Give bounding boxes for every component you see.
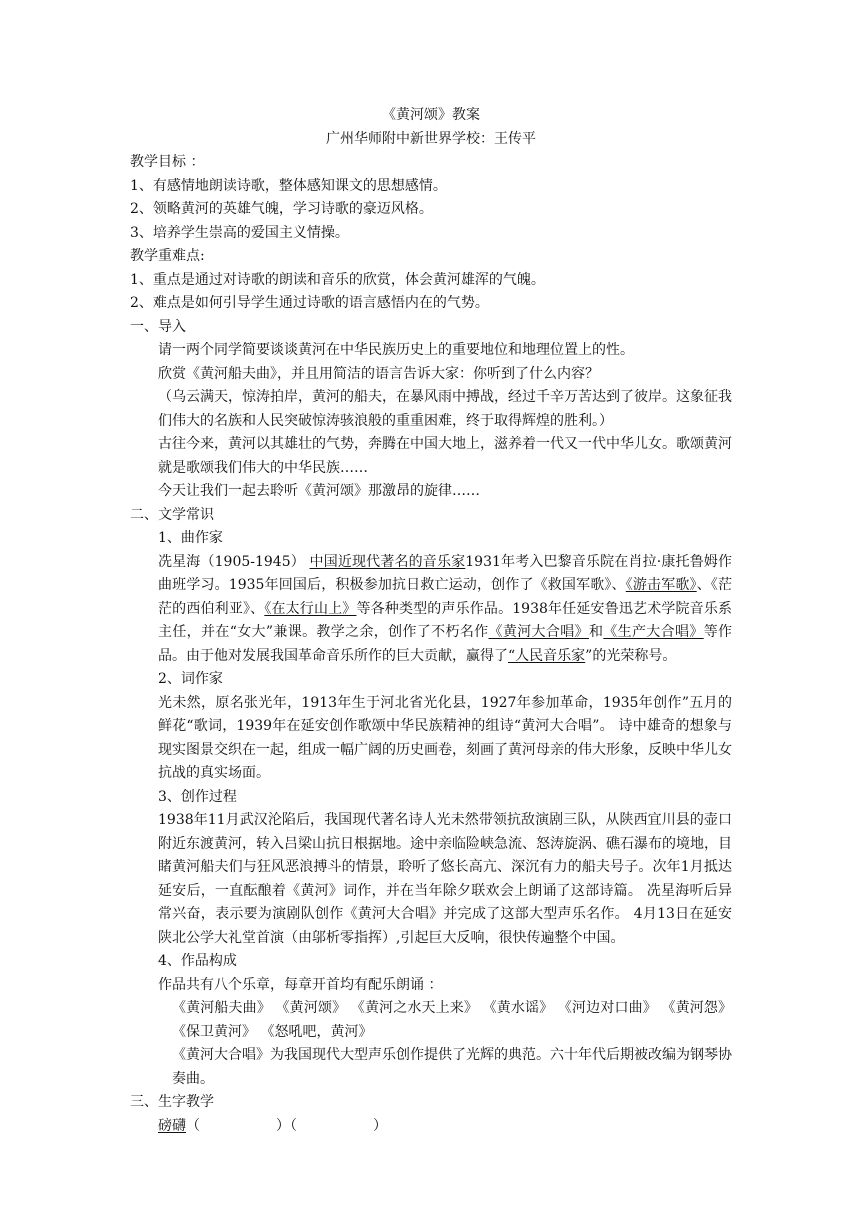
- paren-middle: ）（: [276, 1117, 297, 1134]
- keypoints-heading: 教学重难点:: [130, 248, 205, 264]
- subsection-heading-structure: 4、作品构成: [158, 953, 237, 969]
- structure-paragraph: 作品共有八个乐章，每章开首均有配乐朗诵 ：: [158, 976, 443, 993]
- character-practice: [130, 1115, 732, 1139]
- composer-underlined: 《在太行山上》: [264, 600, 357, 617]
- subsection-heading-process: 3、创作过程: [158, 788, 237, 805]
- composer-text: 1931年考入巴黎音乐院在肖拉·康托鲁姆作曲班学习。1935年回国后，积极参加抗日救亡运动，创作了《救国军歌》、: [158, 553, 732, 593]
- intro-paragraph: 请一两个同学简要谈谈黄河在中华民族历史上的重要地位和地理位置上的性。: [158, 342, 634, 358]
- composer-underlined: “人民音乐家: [508, 647, 586, 664]
- subsection-heading-composer: 1、曲作家: [158, 530, 223, 546]
- keypoint-item: 1、重点是通过对诗歌的朗读和音乐的欣赏，体会黄河雄浑的气魄。: [130, 271, 545, 288]
- composer-text: ”的光荣称号。: [585, 647, 677, 664]
- composer-text: 等作品。由于他对发展我国革命音乐所作的巨大贡献，赢得了: [158, 624, 733, 664]
- section-heading-characters: 三、生字教学: [130, 1094, 214, 1110]
- composer-text: 冼星海（1905-1945）: [158, 553, 310, 570]
- process-paragraph: 1938年11月武汉沦陷后，我国现代著名诗人光未然带领抗敌演剧三队，从陕西宜川县的壶口附近东渡黄河，转入吕梁山抗日根据地。途中亲临险峡急流、怒涛旋涡、礁石瀑布的境地，目睹黄河船夫们与狂风恶浪搏斗的情景，聆听了悠长高亢、深沉有力的船夫号子。次年1月抵达延安后，一直酝酿着《黄河》词作，并在当年除夕联欢会上朗诵了这部诗篇。 冼星海听后异常兴奋，表示要为演剧队创作《黄河大合唱》并完成了这部大型声乐名作。 4月13日在延安陕北公学大礼堂首演（由邬析零指挥）,引起巨大反响，很快传遍整个中国。: [158, 812, 732, 946]
- lyricist-paragraph: 光未然，原名张光年，1913年生于河北省光化县，1927年参加革命，1935年创作”五月的鲜花“歌词，1939年在延安创作歌颂中华民族精神的组诗“黄河大合唱”。 诗中雄奇的想象与现实图景交织在一起，组成一幅广阔的历史画卷，刻画了黄河母亲的伟大形象，反映中华儿女抗战的真实场面。: [158, 694, 732, 781]
- section-heading-intro: 一、导入: [130, 318, 186, 335]
- keypoint-item: 2、难点是如何引导学生通过诗歌的语言感悟内在的气势。: [130, 295, 489, 311]
- objective-item: 3、培养学生崇高的爱国主义情操。: [130, 224, 349, 241]
- intro-paragraph: 欣赏《黄河船夫曲》，并且用简洁的语言告诉大家：你听到了什么内容？: [158, 365, 599, 382]
- composer-underlined: 《生产大合唱》: [603, 624, 704, 640]
- composer-underlined: 中国近现代著名的音乐家: [309, 553, 466, 570]
- document-subtitle: 广州华师附中新世界学校：王传平: [326, 130, 536, 147]
- composer-paragraph: [130, 551, 732, 669]
- section-heading-literature: 二、文学常识: [130, 506, 214, 523]
- composer-text: 、《茫茫的西伯利亚》、: [158, 577, 733, 617]
- composer-underlined: 《黄河大合唱》: [488, 624, 589, 640]
- document-title: 《黄河颂》教案: [382, 107, 480, 123]
- composer-text: 和: [588, 624, 604, 640]
- objective-item: 1、有感情地朗读诗歌，整体感知课文的思想感情。: [130, 177, 447, 194]
- document-page: [130, 104, 732, 1138]
- paren-close: ）: [373, 1117, 387, 1134]
- intro-paragraph: 今天让我们一起去聆听《黄河颂》那激昂的旋律……: [158, 483, 480, 499]
- structure-paragraph: 《黄河大合唱》为我国现代大型声乐创作提供了光辉的典范。六十年代后期被改编为钢琴协奏曲。: [172, 1047, 732, 1087]
- intro-paragraph: （乌云满天，惊涛拍岸，黄河的船夫，在暴风雨中搏战，经过千辛万苦达到了彼岸。这象征我们伟大的名族和人民突破惊涛骇浪般的重重困难，终于取得辉煌的胜利。）: [158, 389, 732, 429]
- paren-open: （: [186, 1117, 200, 1134]
- objectives-heading: 教学目标 ：: [130, 154, 205, 170]
- objective-item: 2、领略黄河的英雄气魄，学习诗歌的豪迈风格。: [130, 201, 433, 217]
- subsection-heading-lyricist: 2、词作家: [158, 671, 223, 687]
- intro-paragraph: 古往今来，黄河以其雄壮的气势，奔腾在中国大地上，滋养着一代又一代中华儿女。歌颂黄河就是歌颂我们伟大的中华民族……: [158, 436, 732, 476]
- composer-underlined: 《游击军歌》: [625, 577, 697, 593]
- practice-word: 磅礴: [158, 1117, 186, 1134]
- composer-text: 等各种类型的声乐作品。1938年任延安鲁迅艺术学院音乐系主任，并在“女大”兼课。教学之余，创作了不朽名作: [158, 600, 733, 640]
- movement-list: 《黄河船夫曲》 《黄河颂》 《黄河之水天上来》 《黄水谣》 《河边对口曲》 《黄河怨》 《保卫黄河》 《怒吼吧，黄河》: [172, 1000, 732, 1040]
